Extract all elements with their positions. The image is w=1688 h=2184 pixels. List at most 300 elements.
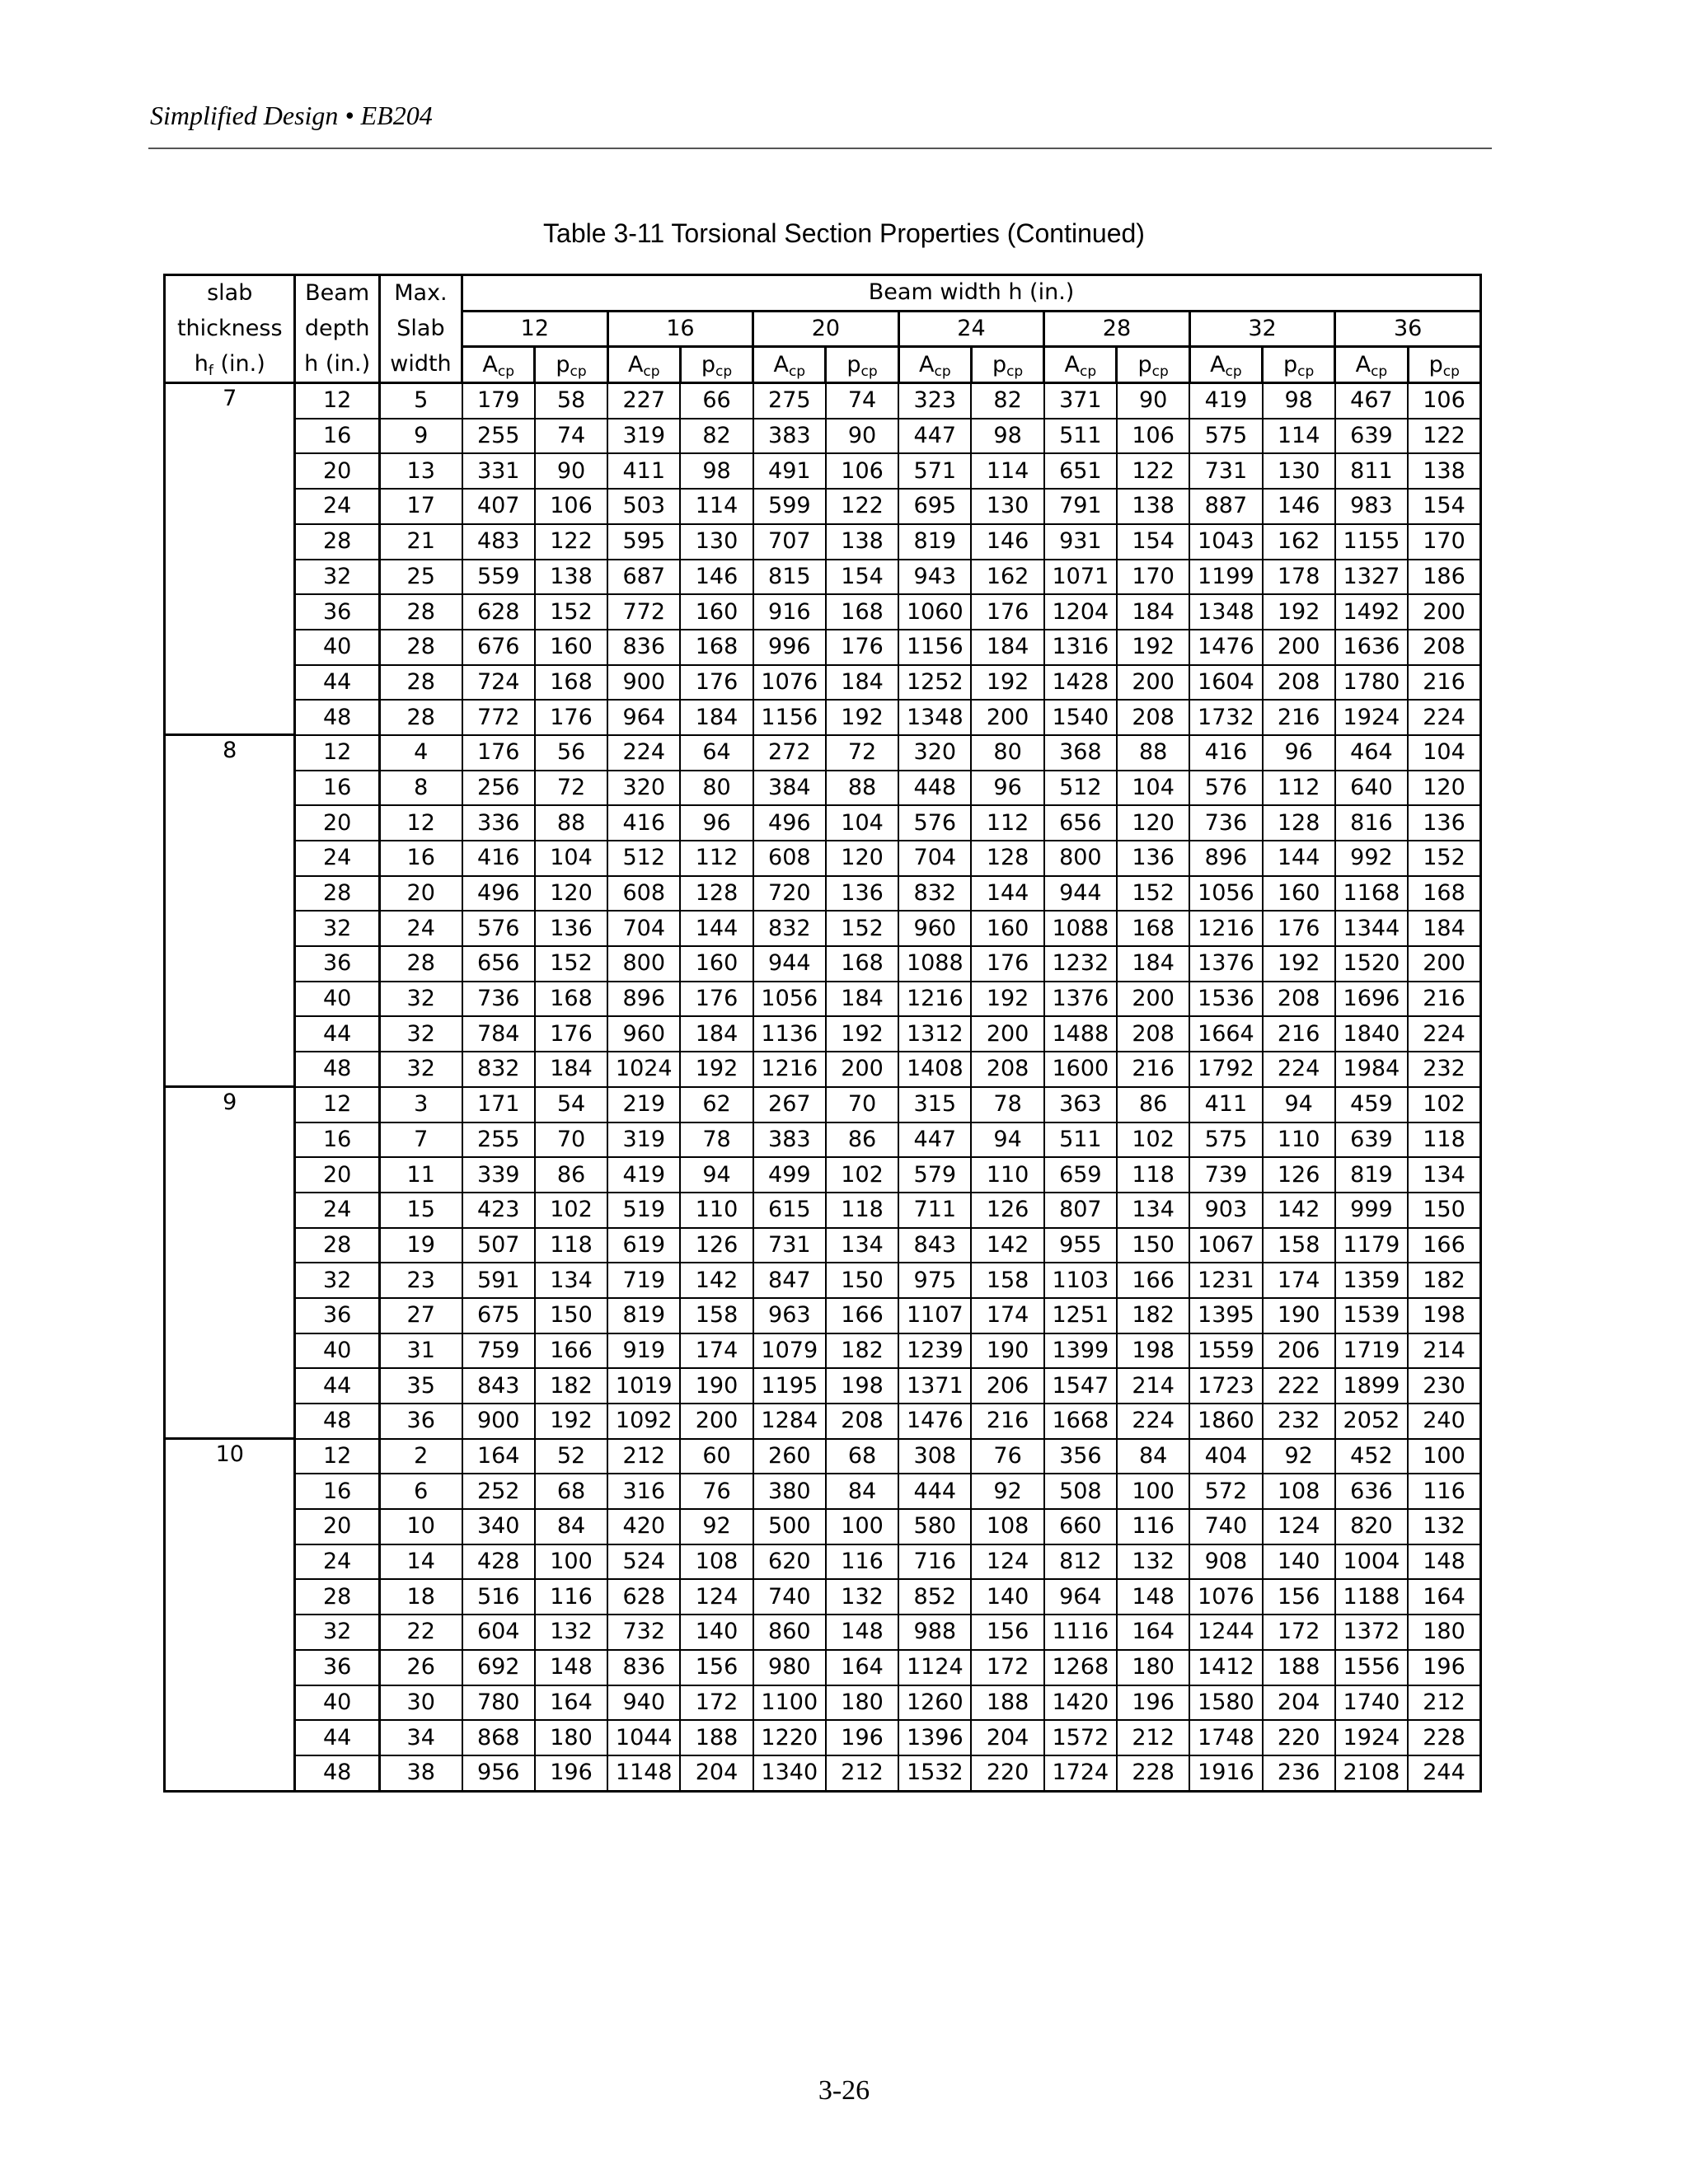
pcp-cell: 188 <box>680 1720 753 1755</box>
acp-cell: 1412 <box>1189 1650 1262 1685</box>
beam-depth-cell: 28 <box>295 1579 379 1615</box>
beam-depth-cell: 12 <box>295 735 379 771</box>
pcp-cell: 172 <box>680 1685 753 1721</box>
pcp-cell: 106 <box>535 489 607 524</box>
table-caption: Table 3-11 Torsional Section Properties (Continued) <box>543 218 1145 248</box>
acp-cell: 1559 <box>1189 1333 1262 1369</box>
pcp-cell: 178 <box>1263 560 1335 595</box>
pcp-cell: 198 <box>826 1368 898 1404</box>
acp-cell: 639 <box>1335 419 1408 454</box>
pcp-cell: 102 <box>1408 1087 1480 1122</box>
pcp-cell: 82 <box>971 383 1043 419</box>
pcp-cell: 74 <box>535 419 607 454</box>
acp-cell: 943 <box>898 560 971 595</box>
pcp-cell: 90 <box>535 453 607 489</box>
pcp-cell: 168 <box>535 665 607 701</box>
acp-cell: 1103 <box>1044 1263 1117 1298</box>
acp-header-w36: $A_{cp}$ <box>1335 347 1408 383</box>
pcp-cell: 128 <box>680 876 753 912</box>
pcp-cell: 204 <box>971 1720 1043 1755</box>
pcp-cell: 108 <box>1263 1474 1335 1509</box>
pcp-cell: 78 <box>971 1087 1043 1122</box>
pcp-cell: 224 <box>1117 1404 1189 1439</box>
pcp-cell: 176 <box>680 665 753 701</box>
beam-depth-cell: 32 <box>295 911 379 946</box>
pcp-cell: 134 <box>826 1228 898 1263</box>
acp-cell: 227 <box>607 383 680 419</box>
pcp-cell: 72 <box>826 735 898 771</box>
pcp-cell: 70 <box>535 1122 607 1158</box>
beam-depth-cell: 24 <box>295 1544 379 1580</box>
acp-cell: 508 <box>1044 1474 1117 1509</box>
pcp-cell: 110 <box>1263 1122 1335 1158</box>
acp-cell: 320 <box>898 735 971 771</box>
max-slab-width-cell: 28 <box>379 700 462 735</box>
pcp-cell: 96 <box>971 771 1043 806</box>
table-row <box>165 982 1481 1017</box>
pcp-cell: 160 <box>680 594 753 630</box>
beam-depth-cell: 36 <box>295 594 379 630</box>
acp-cell: 695 <box>898 489 971 524</box>
acp-cell: 1156 <box>753 700 826 735</box>
pcp-cell: 134 <box>1117 1193 1189 1228</box>
pcp-cell: 184 <box>1408 911 1480 946</box>
table-row <box>165 946 1481 982</box>
slab-thickness-header-line1: slab <box>165 275 295 312</box>
max-slab-width-cell: 32 <box>379 1016 462 1052</box>
slab-thickness-cell: 8 <box>165 735 295 1087</box>
pcp-cell: 130 <box>680 524 753 560</box>
acp-cell: 419 <box>607 1157 680 1193</box>
acp-cell: 1316 <box>1044 630 1117 665</box>
acp-cell: 1260 <box>898 1685 971 1721</box>
pcp-cell: 200 <box>1117 982 1189 1017</box>
pcp-cell: 116 <box>1408 1474 1480 1509</box>
beam-width-20-header: 20 <box>753 311 899 347</box>
beam-depth-cell: 20 <box>295 453 379 489</box>
pcp-cell: 122 <box>1408 419 1480 454</box>
beam-depth-cell: 12 <box>295 1439 379 1474</box>
acp-cell: 1696 <box>1335 982 1408 1017</box>
pcp-cell: 208 <box>1408 630 1480 665</box>
acp-cell: 900 <box>462 1404 535 1439</box>
table-row <box>165 1579 1481 1615</box>
pcp-cell: 76 <box>680 1474 753 1509</box>
acp-cell: 524 <box>607 1544 680 1580</box>
beam-depth-cell: 16 <box>295 1122 379 1158</box>
pcp-cell: 196 <box>826 1720 898 1755</box>
beam-depth-cell: 12 <box>295 383 379 419</box>
acp-cell: 1124 <box>898 1650 971 1685</box>
pcp-cell: 228 <box>1408 1720 1480 1755</box>
pcp-cell: 56 <box>535 735 607 771</box>
pcp-cell: 116 <box>826 1544 898 1580</box>
pcp-cell: 196 <box>535 1755 607 1791</box>
acp-cell: 852 <box>898 1579 971 1615</box>
max-slab-width-cell: 23 <box>379 1263 462 1298</box>
acp-cell: 1088 <box>1044 911 1117 946</box>
acp-cell: 724 <box>462 665 535 701</box>
pcp-cell: 110 <box>680 1193 753 1228</box>
acp-cell: 1748 <box>1189 1720 1262 1755</box>
acp-cell: 736 <box>462 982 535 1017</box>
max-slab-width-cell: 15 <box>379 1193 462 1228</box>
acp-cell: 1076 <box>753 665 826 701</box>
acp-cell: 819 <box>607 1298 680 1333</box>
acp-cell: 576 <box>898 805 971 841</box>
acp-cell: 1724 <box>1044 1755 1117 1791</box>
acp-cell: 816 <box>1335 805 1408 841</box>
acp-cell: 711 <box>898 1193 971 1228</box>
pcp-cell: 140 <box>971 1579 1043 1615</box>
acp-cell: 707 <box>753 524 826 560</box>
acp-cell: 1719 <box>1335 1333 1408 1369</box>
acp-cell: 212 <box>607 1439 680 1474</box>
table-row <box>165 630 1481 665</box>
pcp-cell: 220 <box>1263 1720 1335 1755</box>
pcp-cell: 104 <box>535 841 607 876</box>
acp-cell: 819 <box>898 524 971 560</box>
pcp-cell: 152 <box>535 946 607 982</box>
pcp-cell: 142 <box>680 1263 753 1298</box>
pcp-cell: 154 <box>1408 489 1480 524</box>
pcp-cell: 156 <box>971 1615 1043 1650</box>
acp-cell: 860 <box>753 1615 826 1650</box>
pcp-cell: 122 <box>535 524 607 560</box>
acp-cell: 1327 <box>1335 560 1408 595</box>
pcp-cell: 76 <box>971 1439 1043 1474</box>
acp-cell: 896 <box>607 982 680 1017</box>
acp-cell: 1216 <box>898 982 971 1017</box>
acp-cell: 496 <box>753 805 826 841</box>
pcp-cell: 232 <box>1408 1052 1480 1087</box>
max-slab-width-cell: 25 <box>379 560 462 595</box>
pcp-cell: 162 <box>971 560 1043 595</box>
pcp-cell: 208 <box>826 1404 898 1439</box>
acp-cell: 1924 <box>1335 700 1408 735</box>
pcp-cell: 174 <box>680 1333 753 1369</box>
max-slab-width-cell: 30 <box>379 1685 462 1721</box>
acp-cell: 323 <box>898 383 971 419</box>
acp-cell: 1044 <box>607 1720 680 1755</box>
acp-cell: 759 <box>462 1333 535 1369</box>
pcp-cell: 64 <box>680 735 753 771</box>
table-row <box>165 805 1481 841</box>
acp-cell: 580 <box>898 1509 971 1544</box>
acp-cell: 1004 <box>1335 1544 1408 1580</box>
pcp-cell: 100 <box>1408 1439 1480 1474</box>
pcp-cell: 136 <box>1408 805 1480 841</box>
table-row <box>165 524 1481 560</box>
acp-cell: 704 <box>607 911 680 946</box>
pcp-cell: 54 <box>535 1087 607 1122</box>
pcp-cell: 148 <box>826 1615 898 1650</box>
max-slab-width-cell: 3 <box>379 1087 462 1122</box>
table-row <box>165 1755 1481 1791</box>
table-row <box>165 1720 1481 1755</box>
beam-depth-cell: 32 <box>295 1263 379 1298</box>
acp-cell: 423 <box>462 1193 535 1228</box>
acp-cell: 847 <box>753 1263 826 1298</box>
max-slab-width-cell: 10 <box>379 1509 462 1544</box>
pcp-cell: 86 <box>1117 1087 1189 1122</box>
acp-cell: 519 <box>607 1193 680 1228</box>
acp-cell: 1088 <box>898 946 971 982</box>
pcp-cell: 176 <box>535 1016 607 1052</box>
acp-cell: 1476 <box>898 1404 971 1439</box>
pcp-cell: 84 <box>535 1509 607 1544</box>
table-row <box>165 453 1481 489</box>
pcp-cell: 166 <box>826 1298 898 1333</box>
pcp-cell: 106 <box>1408 383 1480 419</box>
beam-width-16-header: 16 <box>607 311 753 347</box>
pcp-cell: 126 <box>1263 1157 1335 1193</box>
beam-depth-cell: 16 <box>295 771 379 806</box>
pcp-cell: 224 <box>1408 700 1480 735</box>
table-row <box>165 1122 1481 1158</box>
acp-cell: 832 <box>753 911 826 946</box>
pcp-cell: 118 <box>535 1228 607 1263</box>
pcp-cell: 200 <box>1408 594 1480 630</box>
pcp-cell: 102 <box>826 1157 898 1193</box>
pcp-cell: 120 <box>1408 771 1480 806</box>
beam-depth-cell: 12 <box>295 1087 379 1122</box>
pcp-cell: 148 <box>1408 1544 1480 1580</box>
acp-cell: 483 <box>462 524 535 560</box>
pcp-cell: 112 <box>971 805 1043 841</box>
table-row <box>165 1615 1481 1650</box>
pcp-cell: 164 <box>826 1650 898 1685</box>
acp-cell: 1251 <box>1044 1298 1117 1333</box>
table-row <box>165 1052 1481 1087</box>
acp-cell: 1060 <box>898 594 971 630</box>
acp-cell: 331 <box>462 453 535 489</box>
table-row <box>165 700 1481 735</box>
acp-cell: 608 <box>607 876 680 912</box>
acp-cell: 1056 <box>753 982 826 1017</box>
acp-cell: 604 <box>462 1615 535 1650</box>
pcp-cell: 88 <box>1117 735 1189 771</box>
max-slab-width-cell: 6 <box>379 1474 462 1509</box>
acp-header-w28: $A_{cp}$ <box>1044 347 1117 383</box>
acp-cell: 900 <box>607 665 680 701</box>
acp-cell: 1376 <box>1044 982 1117 1017</box>
max-slab-width-cell: 36 <box>379 1404 462 1439</box>
pcp-cell: 120 <box>826 841 898 876</box>
acp-cell: 1252 <box>898 665 971 701</box>
max-slab-width-cell: 5 <box>379 383 462 419</box>
table-row <box>165 1193 1481 1228</box>
pcp-cell: 146 <box>1263 489 1335 524</box>
acp-cell: 1792 <box>1189 1052 1262 1087</box>
acp-cell: 1056 <box>1189 876 1262 912</box>
table-header <box>165 275 1481 383</box>
acp-cell: 919 <box>607 1333 680 1369</box>
acp-cell: 964 <box>607 700 680 735</box>
acp-cell: 1492 <box>1335 594 1408 630</box>
pcp-cell: 80 <box>680 771 753 806</box>
pcp-cell: 120 <box>535 876 607 912</box>
pcp-cell: 180 <box>1117 1650 1189 1685</box>
pcp-cell: 216 <box>1263 700 1335 735</box>
acp-cell: 499 <box>753 1157 826 1193</box>
pcp-cell: 60 <box>680 1439 753 1474</box>
acp-header-w32: $A_{cp}$ <box>1189 347 1262 383</box>
pcp-cell: 136 <box>1117 841 1189 876</box>
acp-cell: 448 <box>898 771 971 806</box>
acp-cell: 176 <box>462 735 535 771</box>
pcp-cell: 90 <box>826 419 898 454</box>
max-slab-width-cell: 8 <box>379 771 462 806</box>
pcp-cell: 82 <box>680 419 753 454</box>
pcp-cell: 192 <box>971 982 1043 1017</box>
beam-depth-cell: 20 <box>295 1509 379 1544</box>
max-slab-header-line3: width <box>379 347 462 383</box>
pcp-cell: 182 <box>1408 1263 1480 1298</box>
pcp-cell: 174 <box>1263 1263 1335 1298</box>
beam-depth-cell: 24 <box>295 841 379 876</box>
acp-cell: 419 <box>1189 383 1262 419</box>
beam-width-28-header: 28 <box>1044 311 1190 347</box>
pcp-cell: 52 <box>535 1439 607 1474</box>
pcp-cell: 214 <box>1117 1368 1189 1404</box>
pcp-cell: 152 <box>1117 876 1189 912</box>
pcp-cell: 92 <box>680 1509 753 1544</box>
acp-cell: 1668 <box>1044 1404 1117 1439</box>
max-slab-width-cell: 16 <box>379 841 462 876</box>
acp-cell: 1536 <box>1189 982 1262 1017</box>
max-slab-width-cell: 32 <box>379 1052 462 1087</box>
acp-cell: 340 <box>462 1509 535 1544</box>
pcp-cell: 110 <box>971 1157 1043 1193</box>
pcp-cell: 188 <box>971 1685 1043 1721</box>
pcp-cell: 196 <box>1408 1650 1480 1685</box>
acp-cell: 1079 <box>753 1333 826 1369</box>
pcp-cell: 86 <box>535 1157 607 1193</box>
pcp-cell: 134 <box>535 1263 607 1298</box>
pcp-cell: 138 <box>1408 453 1480 489</box>
acp-cell: 1359 <box>1335 1263 1408 1298</box>
pcp-header-w20: $p_{cp}$ <box>826 347 898 383</box>
pcp-cell: 216 <box>1408 665 1480 701</box>
pcp-cell: 240 <box>1408 1404 1480 1439</box>
pcp-cell: 166 <box>535 1333 607 1369</box>
pcp-cell: 164 <box>535 1685 607 1721</box>
pcp-cell: 122 <box>826 489 898 524</box>
acp-cell: 316 <box>607 1474 680 1509</box>
acp-cell: 739 <box>1189 1157 1262 1193</box>
acp-cell: 1232 <box>1044 946 1117 982</box>
pcp-cell: 154 <box>1117 524 1189 560</box>
acp-cell: 1860 <box>1189 1404 1262 1439</box>
acp-cell: 1168 <box>1335 876 1408 912</box>
table-row <box>165 1228 1481 1263</box>
pcp-cell: 92 <box>971 1474 1043 1509</box>
table-row <box>165 911 1481 946</box>
acp-cell: 903 <box>1189 1193 1262 1228</box>
pcp-cell: 152 <box>535 594 607 630</box>
acp-cell: 1220 <box>753 1720 826 1755</box>
acp-cell: 1476 <box>1189 630 1262 665</box>
pcp-cell: 216 <box>1408 982 1480 1017</box>
pcp-cell: 158 <box>1263 1228 1335 1263</box>
pcp-cell: 198 <box>1408 1298 1480 1333</box>
acp-cell: 619 <box>607 1228 680 1263</box>
acp-cell: 1840 <box>1335 1016 1408 1052</box>
pcp-cell: 132 <box>1408 1509 1480 1544</box>
pcp-cell: 176 <box>535 700 607 735</box>
acp-cell: 1348 <box>1189 594 1262 630</box>
pcp-cell: 160 <box>535 630 607 665</box>
acp-cell: 628 <box>462 594 535 630</box>
pcp-cell: 70 <box>826 1087 898 1122</box>
acp-cell: 164 <box>462 1439 535 1474</box>
acp-cell: 1396 <box>898 1720 971 1755</box>
acp-cell: 380 <box>753 1474 826 1509</box>
acp-cell: 491 <box>753 453 826 489</box>
acp-cell: 944 <box>753 946 826 982</box>
pcp-cell: 134 <box>1408 1157 1480 1193</box>
acp-cell: 507 <box>462 1228 535 1263</box>
acp-header-w16: $A_{cp}$ <box>607 347 680 383</box>
max-slab-width-cell: 26 <box>379 1650 462 1685</box>
beam-depth-cell: 44 <box>295 665 379 701</box>
acp-cell: 319 <box>607 419 680 454</box>
acp-cell: 320 <box>607 771 680 806</box>
acp-cell: 255 <box>462 419 535 454</box>
acp-cell: 608 <box>753 841 826 876</box>
max-slab-width-cell: 13 <box>379 453 462 489</box>
pcp-header-w12: $p_{cp}$ <box>535 347 607 383</box>
pcp-cell: 106 <box>1117 419 1189 454</box>
pcp-cell: 62 <box>680 1087 753 1122</box>
table-row <box>165 560 1481 595</box>
pcp-cell: 102 <box>1117 1122 1189 1158</box>
max-slab-width-cell: 35 <box>379 1368 462 1404</box>
pcp-cell: 166 <box>1117 1263 1189 1298</box>
acp-cell: 572 <box>1189 1474 1262 1509</box>
pcp-cell: 174 <box>971 1298 1043 1333</box>
pcp-cell: 94 <box>1263 1087 1335 1122</box>
pcp-cell: 68 <box>535 1474 607 1509</box>
acp-cell: 740 <box>753 1579 826 1615</box>
pcp-cell: 168 <box>680 630 753 665</box>
pcp-cell: 90 <box>1117 383 1189 419</box>
pcp-cell: 68 <box>826 1439 898 1474</box>
pcp-cell: 146 <box>971 524 1043 560</box>
pcp-cell: 128 <box>971 841 1043 876</box>
acp-cell: 944 <box>1044 876 1117 912</box>
pcp-header-w24: $p_{cp}$ <box>971 347 1043 383</box>
table-row <box>165 489 1481 524</box>
pcp-cell: 96 <box>1263 735 1335 771</box>
acp-cell: 459 <box>1335 1087 1408 1122</box>
acp-cell: 171 <box>462 1087 535 1122</box>
acp-cell: 1740 <box>1335 1685 1408 1721</box>
pcp-cell: 200 <box>971 700 1043 735</box>
acp-cell: 820 <box>1335 1509 1408 1544</box>
acp-cell: 999 <box>1335 1193 1408 1228</box>
max-slab-header-line1: Max. <box>379 275 462 312</box>
pcp-cell: 184 <box>826 665 898 701</box>
acp-cell: 516 <box>462 1579 535 1615</box>
acp-cell: 651 <box>1044 453 1117 489</box>
table-row <box>165 1509 1481 1544</box>
pcp-cell: 192 <box>826 700 898 735</box>
pcp-cell: 146 <box>680 560 753 595</box>
pcp-cell: 204 <box>680 1755 753 1791</box>
pcp-cell: 112 <box>680 841 753 876</box>
